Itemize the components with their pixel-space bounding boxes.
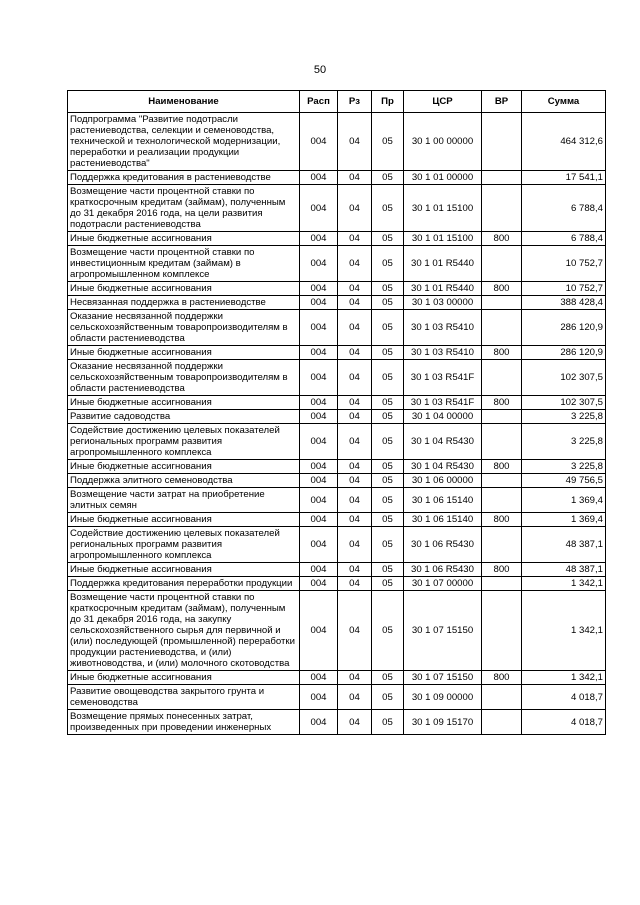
table-row <box>68 232 606 246</box>
cell-pr: 05 <box>372 685 404 710</box>
cell-name: Поддержка элитного семеноводства <box>68 474 300 488</box>
cell-name: Развитие овощеводства закрытого грунта и семеноводства <box>68 685 300 710</box>
cell-name: Оказание несвязанной поддержки сельскохозяйственным товаропроизводителям в области растениеводства <box>68 360 300 396</box>
cell-name: Иные бюджетные ассигнования <box>68 513 300 527</box>
header-csr: ЦСР <box>404 91 482 113</box>
cell-name: Поддержка кредитования в растениеводстве <box>68 171 300 185</box>
cell-pr: 05 <box>372 246 404 282</box>
cell-rasp: 004 <box>300 113 338 171</box>
table-row <box>68 360 606 396</box>
cell-sum: 48 387,1 <box>522 563 606 577</box>
cell-rz: 04 <box>338 310 372 346</box>
cell-csr: 30 1 09 00000 <box>404 685 482 710</box>
cell-sum: 4 018,7 <box>522 710 606 735</box>
cell-name: Содействие достижению целевых показателей региональных программ развития агропромышленного комплекса <box>68 424 300 460</box>
cell-csr: 30 1 03 R5410 <box>404 310 482 346</box>
cell-rz: 04 <box>338 710 372 735</box>
cell-csr: 30 1 07 00000 <box>404 577 482 591</box>
cell-csr: 30 1 07 15150 <box>404 671 482 685</box>
cell-csr: 30 1 06 R5430 <box>404 563 482 577</box>
cell-pr: 05 <box>372 171 404 185</box>
cell-pr: 05 <box>372 282 404 296</box>
cell-name: Возмещение прямых понесенных затрат, произведенных при проведении инженерных <box>68 710 300 735</box>
cell-vr <box>482 488 522 513</box>
table-header-row <box>68 91 606 113</box>
table-row <box>68 563 606 577</box>
table-row <box>68 171 606 185</box>
cell-csr: 30 1 03 R541F <box>404 360 482 396</box>
cell-sum: 1 342,1 <box>522 591 606 671</box>
cell-rasp: 004 <box>300 171 338 185</box>
cell-name: Возмещение части процентной ставки по краткосрочным кредитам (займам), полученным до 31 декабря 2016 года, на закупку сельскохозяйственного сырья для первичной и (или) последующей (промышленной) переработки продукции растениеводства, и (или) животноводства, и (или) молочного скотоводства <box>68 591 300 671</box>
cell-csr: 30 1 06 15140 <box>404 513 482 527</box>
cell-name: Иные бюджетные ассигнования <box>68 460 300 474</box>
table-row <box>68 396 606 410</box>
cell-name: Иные бюджетные ассигнования <box>68 396 300 410</box>
cell-csr: 30 1 06 15140 <box>404 488 482 513</box>
cell-rasp: 004 <box>300 346 338 360</box>
cell-name: Иные бюджетные ассигнования <box>68 282 300 296</box>
cell-csr: 30 1 01 R5440 <box>404 282 482 296</box>
cell-vr <box>482 591 522 671</box>
table-row <box>68 282 606 296</box>
cell-sum: 49 756,5 <box>522 474 606 488</box>
cell-pr: 05 <box>372 591 404 671</box>
cell-pr: 05 <box>372 488 404 513</box>
cell-vr <box>482 310 522 346</box>
cell-vr: 800 <box>482 671 522 685</box>
cell-rasp: 004 <box>300 410 338 424</box>
cell-sum: 3 225,8 <box>522 410 606 424</box>
cell-pr: 05 <box>372 346 404 360</box>
cell-pr: 05 <box>372 577 404 591</box>
cell-csr: 30 1 01 15100 <box>404 185 482 232</box>
table-row <box>68 488 606 513</box>
cell-sum: 6 788,4 <box>522 185 606 232</box>
cell-vr <box>482 685 522 710</box>
cell-pr: 05 <box>372 396 404 410</box>
cell-sum: 1 369,4 <box>522 488 606 513</box>
header-rasp: Расп <box>300 91 338 113</box>
cell-rz: 04 <box>338 577 372 591</box>
cell-rasp: 004 <box>300 360 338 396</box>
cell-name: Несвязанная поддержка в растениеводстве <box>68 296 300 310</box>
cell-rasp: 004 <box>300 685 338 710</box>
budget-table <box>67 90 606 735</box>
cell-pr: 05 <box>372 113 404 171</box>
table-row <box>68 310 606 346</box>
table-row <box>68 113 606 171</box>
cell-vr: 800 <box>482 513 522 527</box>
cell-vr <box>482 710 522 735</box>
cell-rasp: 004 <box>300 563 338 577</box>
cell-vr <box>482 527 522 563</box>
cell-vr <box>482 171 522 185</box>
cell-sum: 10 752,7 <box>522 282 606 296</box>
cell-rz: 04 <box>338 410 372 424</box>
cell-rasp: 004 <box>300 185 338 232</box>
cell-pr: 05 <box>372 513 404 527</box>
cell-vr: 800 <box>482 346 522 360</box>
cell-vr: 800 <box>482 232 522 246</box>
cell-vr <box>482 360 522 396</box>
cell-rz: 04 <box>338 563 372 577</box>
cell-sum: 48 387,1 <box>522 527 606 563</box>
header-name: Наименование <box>68 91 300 113</box>
cell-csr: 30 1 07 15150 <box>404 591 482 671</box>
cell-rz: 04 <box>338 185 372 232</box>
cell-csr: 30 1 01 15100 <box>404 232 482 246</box>
cell-rz: 04 <box>338 360 372 396</box>
cell-pr: 05 <box>372 310 404 346</box>
cell-rasp: 004 <box>300 527 338 563</box>
cell-vr <box>482 113 522 171</box>
cell-sum: 1 369,4 <box>522 513 606 527</box>
cell-sum: 286 120,9 <box>522 346 606 360</box>
cell-csr: 30 1 06 00000 <box>404 474 482 488</box>
cell-sum: 3 225,8 <box>522 460 606 474</box>
cell-pr: 05 <box>372 671 404 685</box>
cell-name: Подпрограмма "Развитие подотрасли растениеводства, селекции и семеноводства, технической и технологической модернизации, переработки и реализации продукции растениеводства" <box>68 113 300 171</box>
table-row <box>68 527 606 563</box>
cell-csr: 30 1 06 R5430 <box>404 527 482 563</box>
cell-rz: 04 <box>338 591 372 671</box>
table-row <box>68 246 606 282</box>
cell-rasp: 004 <box>300 710 338 735</box>
header-vr: ВР <box>482 91 522 113</box>
cell-rasp: 004 <box>300 396 338 410</box>
cell-sum: 102 307,5 <box>522 396 606 410</box>
cell-vr <box>482 185 522 232</box>
cell-sum: 3 225,8 <box>522 424 606 460</box>
cell-vr <box>482 296 522 310</box>
cell-sum: 6 788,4 <box>522 232 606 246</box>
cell-rasp: 004 <box>300 310 338 346</box>
page-number: 50 <box>313 64 327 76</box>
header-rz: Рз <box>338 91 372 113</box>
cell-name: Иные бюджетные ассигнования <box>68 563 300 577</box>
cell-pr: 05 <box>372 232 404 246</box>
cell-sum: 286 120,9 <box>522 310 606 346</box>
cell-csr: 30 1 03 R541F <box>404 396 482 410</box>
cell-pr: 05 <box>372 360 404 396</box>
table-row <box>68 346 606 360</box>
table-row <box>68 296 606 310</box>
header-sum: Сумма <box>522 91 606 113</box>
cell-name: Возмещение части процентной ставки по краткосрочным кредитам (займам), полученным до 31 декабря 2016 года, на цели развития подотрасли растениеводства <box>68 185 300 232</box>
cell-rz: 04 <box>338 171 372 185</box>
cell-rz: 04 <box>338 460 372 474</box>
cell-rz: 04 <box>338 513 372 527</box>
cell-name: Иные бюджетные ассигнования <box>68 232 300 246</box>
cell-rz: 04 <box>338 474 372 488</box>
cell-vr: 800 <box>482 396 522 410</box>
cell-sum: 17 541,1 <box>522 171 606 185</box>
cell-sum: 1 342,1 <box>522 577 606 591</box>
table-row <box>68 685 606 710</box>
cell-pr: 05 <box>372 460 404 474</box>
cell-vr <box>482 577 522 591</box>
cell-csr: 30 1 03 00000 <box>404 296 482 310</box>
cell-sum: 102 307,5 <box>522 360 606 396</box>
cell-rz: 04 <box>338 296 372 310</box>
cell-sum: 4 018,7 <box>522 685 606 710</box>
cell-sum: 464 312,6 <box>522 113 606 171</box>
cell-rz: 04 <box>338 346 372 360</box>
cell-rz: 04 <box>338 685 372 710</box>
cell-rz: 04 <box>338 396 372 410</box>
cell-pr: 05 <box>372 185 404 232</box>
cell-rasp: 004 <box>300 474 338 488</box>
cell-pr: 05 <box>372 424 404 460</box>
table-row <box>68 710 606 735</box>
cell-rz: 04 <box>338 246 372 282</box>
cell-vr: 800 <box>482 282 522 296</box>
cell-vr <box>482 246 522 282</box>
table-row <box>68 424 606 460</box>
cell-csr: 30 1 04 R5430 <box>404 424 482 460</box>
cell-rasp: 004 <box>300 488 338 513</box>
cell-rz: 04 <box>338 488 372 513</box>
cell-rasp: 004 <box>300 671 338 685</box>
table-row <box>68 410 606 424</box>
cell-rz: 04 <box>338 232 372 246</box>
cell-rasp: 004 <box>300 246 338 282</box>
cell-name: Развитие садоводства <box>68 410 300 424</box>
cell-rz: 04 <box>338 282 372 296</box>
table-row <box>68 671 606 685</box>
cell-csr: 30 1 01 R5440 <box>404 246 482 282</box>
cell-rz: 04 <box>338 671 372 685</box>
cell-vr <box>482 474 522 488</box>
cell-name: Возмещение части затрат на приобретение элитных семян <box>68 488 300 513</box>
cell-rasp: 004 <box>300 296 338 310</box>
cell-vr: 800 <box>482 563 522 577</box>
cell-rz: 04 <box>338 424 372 460</box>
cell-name: Возмещение части процентной ставки по инвестиционным кредитам (займам) в агропромышленном комплексе <box>68 246 300 282</box>
cell-rasp: 004 <box>300 591 338 671</box>
table-row <box>68 513 606 527</box>
cell-vr <box>482 424 522 460</box>
cell-rasp: 004 <box>300 282 338 296</box>
cell-name: Иные бюджетные ассигнования <box>68 346 300 360</box>
table-row <box>68 577 606 591</box>
cell-pr: 05 <box>372 710 404 735</box>
cell-pr: 05 <box>372 527 404 563</box>
cell-name: Содействие достижению целевых показателей региональных программ развития агропромышленного комплекса <box>68 527 300 563</box>
cell-vr <box>482 410 522 424</box>
cell-csr: 30 1 04 00000 <box>404 410 482 424</box>
cell-vr: 800 <box>482 460 522 474</box>
cell-rasp: 004 <box>300 232 338 246</box>
table-row <box>68 460 606 474</box>
cell-rz: 04 <box>338 527 372 563</box>
table-row <box>68 185 606 232</box>
cell-name: Поддержка кредитования переработки продукции <box>68 577 300 591</box>
cell-csr: 30 1 03 R5410 <box>404 346 482 360</box>
cell-sum: 1 342,1 <box>522 671 606 685</box>
cell-pr: 05 <box>372 410 404 424</box>
cell-rasp: 004 <box>300 460 338 474</box>
table-row <box>68 474 606 488</box>
cell-sum: 388 428,4 <box>522 296 606 310</box>
cell-csr: 30 1 01 00000 <box>404 171 482 185</box>
cell-pr: 05 <box>372 296 404 310</box>
cell-csr: 30 1 04 R5430 <box>404 460 482 474</box>
cell-pr: 05 <box>372 563 404 577</box>
table-row <box>68 591 606 671</box>
cell-rasp: 004 <box>300 424 338 460</box>
cell-rz: 04 <box>338 113 372 171</box>
cell-rasp: 004 <box>300 577 338 591</box>
cell-rasp: 004 <box>300 513 338 527</box>
cell-pr: 05 <box>372 474 404 488</box>
cell-name: Иные бюджетные ассигнования <box>68 671 300 685</box>
cell-csr: 30 1 00 00000 <box>404 113 482 171</box>
header-pr: Пр <box>372 91 404 113</box>
cell-csr: 30 1 09 15170 <box>404 710 482 735</box>
cell-name: Оказание несвязанной поддержки сельскохозяйственным товаропроизводителям в области растениеводства <box>68 310 300 346</box>
cell-sum: 10 752,7 <box>522 246 606 282</box>
